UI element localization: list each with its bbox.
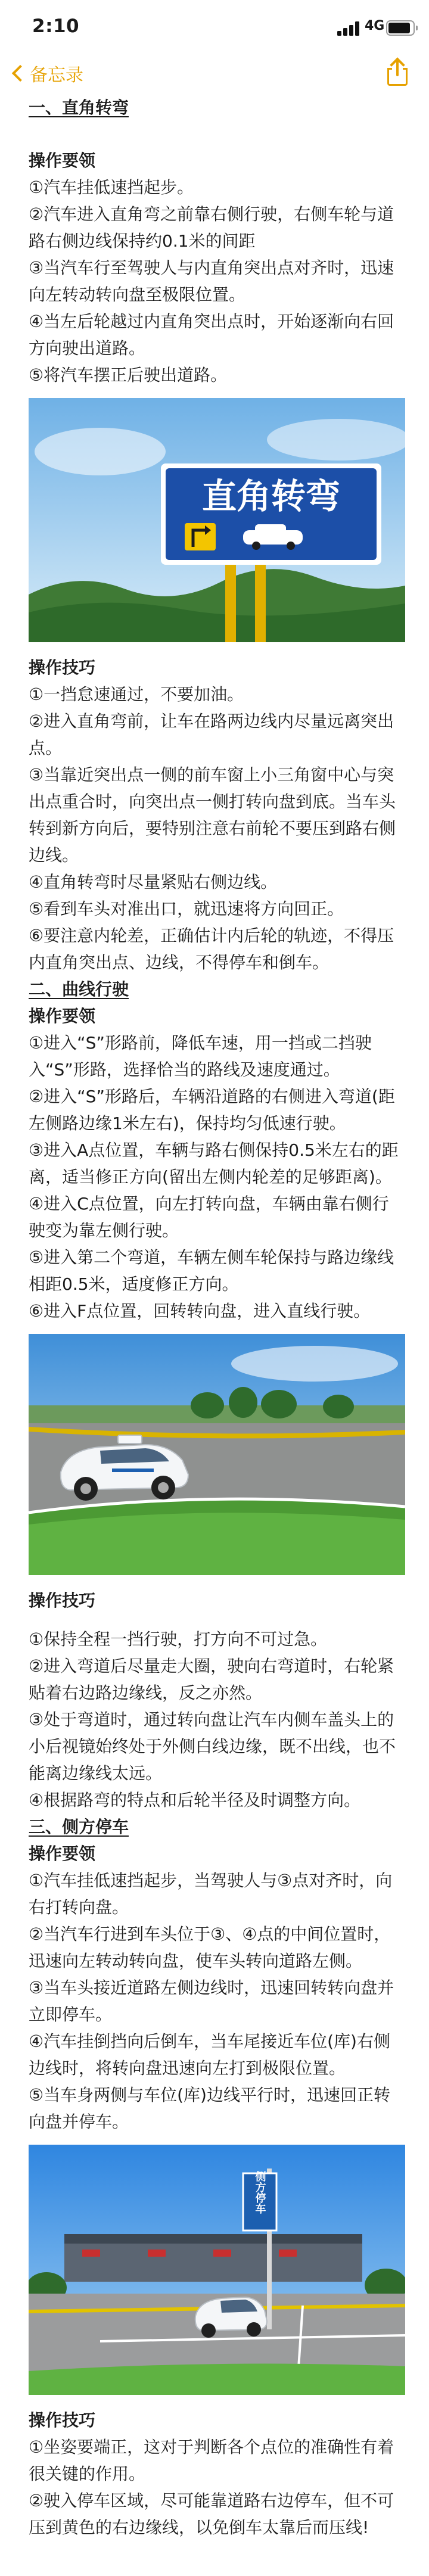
tip-item: ②进入直角弯前，让车在路两边线内尽量远离突出点。 — [29, 711, 394, 758]
tips-heading: 操作技巧 — [29, 658, 96, 677]
tip-item: ②进入弯道后尽量走大圈，驶向右弯道时，右轮紧贴着右边路边缘线，反之亦然。 — [29, 1656, 394, 1703]
network-label: 4G — [365, 18, 385, 33]
steps-heading: 操作要领 — [29, 1844, 96, 1863]
parallel-parking-photo — [29, 2145, 405, 2395]
step-item: ⑥进入F点位置，回转转向盘，进入直线行驶。 — [29, 1301, 371, 1321]
right-angle-turn-sign-photo — [29, 398, 405, 642]
chevron-left-icon — [12, 65, 29, 82]
tip-item: ②驶入停车区域，尽可能靠道路右边停车，但不可压到黄色的右边缘线，以免倒车太靠后而压线! — [29, 2491, 394, 2537]
share-button[interactable] — [384, 57, 414, 89]
step-item: ①进入“S”形路前，降低车速，用一挡或二挡驶入“S”形路，选择恰当的路线及速度通过。 — [29, 1033, 372, 1079]
step-item: ③当汽车行至驾驶人与内直角突出点对齐时，迅速向左转动转向盘至极限位置。 — [29, 258, 394, 304]
step-item: ⑤当车身两侧与车位(库)边线平行时，迅速回正转向盘并停车。 — [29, 2085, 390, 2132]
steps-heading: 操作要领 — [29, 1006, 96, 1026]
battery-icon — [386, 20, 415, 36]
step-item: ①汽车挂低速挡起步，当驾驶人与③点对齐时，向右打转向盘。 — [29, 1871, 393, 1917]
nav-bar — [0, 52, 429, 94]
tip-item: ④直角转弯时尽量紧贴右侧边线。 — [29, 872, 278, 892]
step-item: ③进入A点位置，车辆与路右侧保持0.5米左右的距离，适当修正方向(留出左侧内轮差的足够距离)。 — [29, 1140, 399, 1187]
sign-text: 直角转弯 — [201, 476, 341, 517]
step-item: ④当左后轮越过内直角突出点时，开始逐渐向右回方向驶出道路。 — [29, 312, 394, 358]
sign-text: 侧方停车 — [253, 2171, 266, 2214]
tip-item: ⑥要注意内轮差，正确估计内后轮的轨迹，不得压内直角突出点、边线，不得停车和倒车。 — [29, 926, 394, 972]
step-item: ④进入C点位置，向左打转向盘，车辆由靠右侧行驶变为靠左侧行驶。 — [29, 1194, 389, 1240]
tip-item: ⑤看到车头对准出口，就迅速将方向回正。 — [29, 899, 344, 919]
back-label: 备忘录 — [30, 65, 83, 86]
section-title-curve-driving: 二、曲线行驶 — [29, 979, 129, 999]
tips-heading: 操作技巧 — [29, 1591, 96, 1610]
step-item: ③当车头接近道路左侧边线时，迅速回转转向盘并立即停车。 — [29, 1978, 394, 2024]
step-item: ②当汽车行进到车头位于③、④点的中间位置时，迅速向左转动转向盘，使车头转向道路左侧。 — [29, 1924, 391, 1971]
tip-item: ①一挡怠速通过，不要加油。 — [29, 685, 244, 704]
back-button[interactable] — [8, 58, 83, 88]
step-item: ⑤进入第二个弯道，车辆左侧车轮保持与路边缘线相距0.5米，适度修正方向。 — [29, 1247, 394, 1294]
section-title-right-angle-turn: 一、直角转弯 — [29, 98, 129, 117]
step-item: ①汽车挂低速挡起步。 — [29, 178, 194, 197]
tip-item: ③处于弯道时，通过转向盘让汽车内侧车盖头上的小后视镜始终处于外侧白线边缘，既不出线，也不能离边缘线太远。 — [29, 1710, 396, 1783]
step-item: ④汽车挂倒挡向后倒车，当车尾接近车位(库)右侧边线时，将转向盘迅速向左打到极限位置。 — [29, 2031, 390, 2078]
tip-item: ③当靠近突出点一侧的前车窗上小三角窗中心与突出点重合时，向突出点一侧打转向盘到底。当车头转到新方向后，要特别注意右前轮不要压到路右侧边线。 — [29, 765, 396, 865]
step-item: ⑤将汽车摆正后驶出道路。 — [29, 365, 228, 385]
status-time: 2:10 — [32, 15, 80, 37]
note-body[interactable] — [29, 94, 405, 2541]
tip-item: ④根据路弯的特点和后轮半径及时调整方向。 — [29, 1790, 361, 1810]
section-title-parallel-parking: 三、侧方停车 — [29, 1817, 129, 1837]
steps-heading: 操作要领 — [29, 151, 96, 170]
tips-heading: 操作技巧 — [29, 2410, 96, 2430]
status-bar — [0, 0, 429, 52]
tip-item: ①保持全程一挡行驶，打方向不可过急。 — [29, 1629, 328, 1649]
step-item: ②进入“S”形路后，车辆沿道路的右侧进入弯道(距左侧路边缘1米左右)，保持均匀低速行驶。 — [29, 1087, 395, 1133]
step-item: ②汽车进入直角弯之前靠右侧行驶，右侧车轮与道路右侧边线保持约0.1米的间距 — [29, 204, 394, 251]
curve-driving-photo — [29, 1334, 405, 1575]
signal-icon — [337, 21, 361, 36]
tip-item: ①坐姿要端正，这对于判断各个点位的准确性有着很关键的作用。 — [29, 2437, 394, 2484]
